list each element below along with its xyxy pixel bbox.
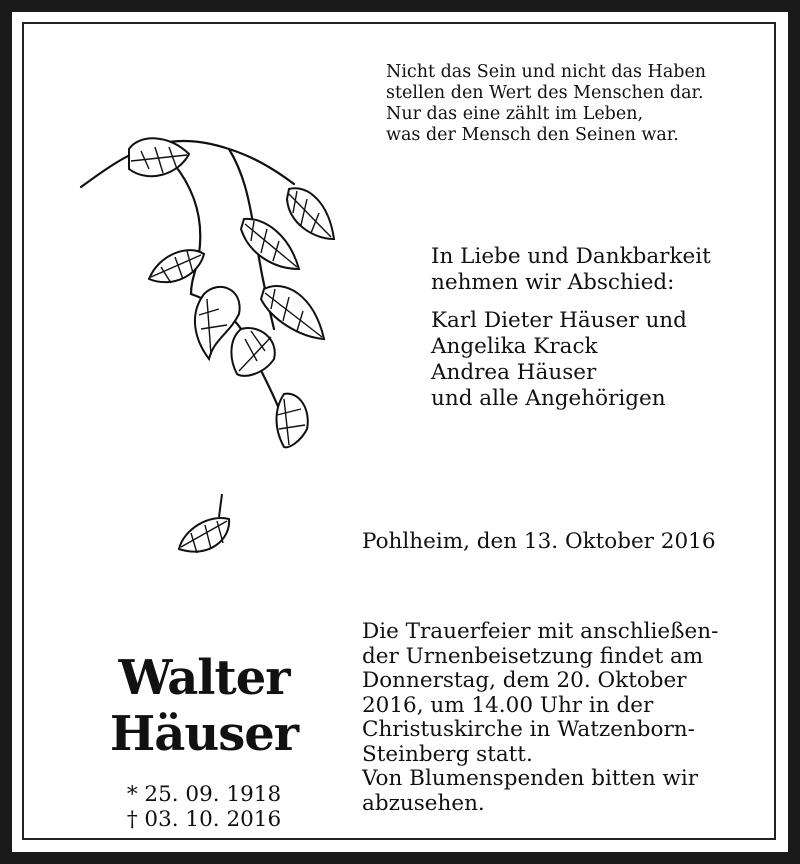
- life-dates: [119, 782, 289, 832]
- service-line: 2016, um 14.00 Uhr in der: [362, 692, 654, 718]
- branch-stem: [229, 149, 254, 229]
- service-line: abzusehen.: [362, 790, 485, 816]
- poem-line: was der Mensch den Seinen war.: [386, 125, 679, 145]
- deceased-first-name: Walter: [118, 650, 290, 706]
- farewell-line: In Liebe und Dankbarkeit: [431, 244, 711, 269]
- service-line: Steinberg statt.: [362, 741, 533, 767]
- service-line: der Urnenbeisetzung findet am: [362, 643, 704, 669]
- poem-line: stellen den Wert des Menschen dar.: [386, 83, 704, 103]
- obituary-border: [22, 22, 776, 840]
- deceased-last-name: Häuser: [109, 706, 299, 762]
- deceased-name: [104, 650, 304, 762]
- mourner-line: und alle Angehörigen: [431, 386, 666, 411]
- leaf: [261, 286, 324, 339]
- poem-line: Nicht das Sein und nicht das Haben: [386, 62, 707, 82]
- farewell-block: [431, 244, 711, 412]
- mourner-line: Angelika Krack: [431, 334, 598, 359]
- service-info: [362, 620, 718, 816]
- mourner-line: Karl Dieter Häuser und: [431, 308, 687, 333]
- leaf: [241, 219, 299, 269]
- branch-twig: [81, 141, 294, 187]
- leaf: [287, 188, 334, 239]
- birch-branch-illustration: [79, 129, 339, 569]
- birth-date: * 25. 09. 1918: [126, 782, 282, 807]
- poem-line: Nur das eine zählt im Leben,: [386, 104, 644, 124]
- leaf: [231, 328, 274, 376]
- mourner-line: Andrea Häuser: [431, 360, 597, 385]
- leaf: [149, 250, 204, 283]
- obituary-card: [12, 12, 788, 852]
- poem-verse: [386, 62, 706, 146]
- place-date: Pohlheim, den 13. Oktober 2016: [362, 529, 716, 554]
- leaf: [179, 494, 229, 553]
- service-line: Die Trauerfeier mit anschließen-: [362, 619, 719, 644]
- death-date: † 03. 10. 2016: [126, 807, 282, 832]
- farewell-line: nehmen wir Abschied:: [431, 270, 675, 295]
- service-line: Donnerstag, dem 20. Oktober: [362, 668, 687, 693]
- service-line: Christuskirche in Watzenborn-: [362, 717, 695, 742]
- leaf: [277, 394, 308, 448]
- service-line: Von Blumenspenden bitten wir: [362, 766, 699, 791]
